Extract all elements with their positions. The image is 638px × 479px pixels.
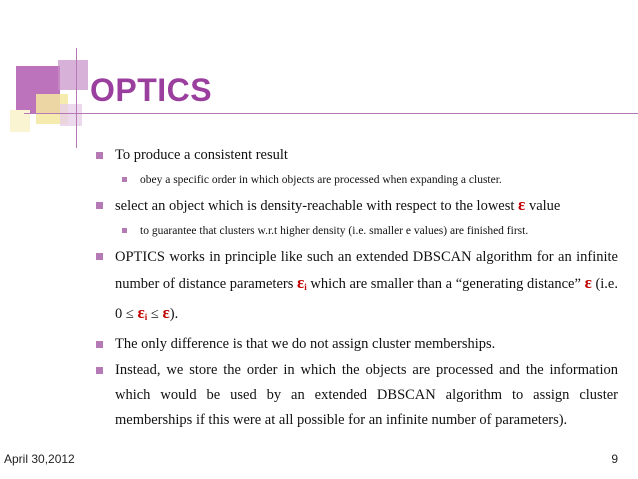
- bullet-text-end: value: [528, 198, 561, 214]
- slide-date: April 30,2012: [4, 452, 75, 466]
- leq-symbol: ≤: [150, 306, 159, 322]
- sub-bullet-guarantee: [96, 220, 618, 242]
- bullet-text: Instead, we store the order in which the objects are processed and the information which would be used by an extended DBSCAN algorithm to assign cluster memberships if this were at all possible for an infinite number of parameters).: [115, 362, 618, 428]
- slide-body: [96, 143, 618, 435]
- sub-bullet-specific-order: [96, 169, 618, 191]
- epsilon-i-symbol: [137, 303, 147, 322]
- epsilon-i-symbol: [297, 273, 307, 292]
- epsilon-symbol: ε: [584, 273, 592, 292]
- bullet-marker: [96, 367, 103, 374]
- title-divider: [24, 113, 638, 114]
- bullet-store-order: [96, 358, 618, 433]
- decor-square-pink: [60, 104, 82, 126]
- bullet-text-part2: which are smaller than a “generating distance”: [310, 276, 581, 292]
- bullet-text: To produce a consistent result: [115, 147, 288, 163]
- bullet-select-object: [96, 193, 618, 218]
- bullet-text-part1: OPTICS works in principle like such an extended DBSCAN algorithm for an infinite number of distance parameters: [115, 249, 618, 292]
- sub-bullet-marker: [122, 177, 127, 182]
- bullet-marker: [96, 341, 103, 348]
- epsilon-glyph: ε: [137, 303, 145, 322]
- bullet-marker: [96, 152, 103, 159]
- epsilon-subscript: i: [304, 282, 307, 292]
- epsilon-glyph: ε: [296, 273, 305, 292]
- bullet-optics-principle: [96, 244, 618, 330]
- bullet-consistent-result: [96, 143, 618, 167]
- page-number: 9: [611, 452, 618, 466]
- slide-title: OPTICS: [90, 72, 213, 108]
- bullet-marker: [96, 253, 103, 260]
- sub-bullet-text: to guarantee that clusters w.r.t higher density (i.e. smaller e values) are finished first.: [140, 225, 529, 237]
- bullet-marker: [96, 202, 103, 209]
- bullet-text: select an object which is density-reachable with respect to the lowest: [115, 198, 515, 214]
- sub-bullet-text: obey a specific order in which objects are processed when expanding a cluster.: [140, 174, 502, 186]
- sub-bullet-marker: [122, 228, 127, 233]
- epsilon-symbol: ε: [162, 303, 170, 322]
- decor-vertical-line: [76, 48, 77, 148]
- decor-square-lilac: [58, 60, 88, 90]
- bullet-text: The only difference is that we do not assign cluster memberships.: [115, 336, 496, 352]
- bullet-text-part3: (i.e. 0 ≤: [115, 276, 618, 322]
- bullet-text-end: ).: [169, 306, 179, 322]
- bullet-only-difference: [96, 332, 618, 356]
- epsilon-symbol: ε: [518, 195, 526, 214]
- epsilon-subscript: i: [144, 312, 148, 322]
